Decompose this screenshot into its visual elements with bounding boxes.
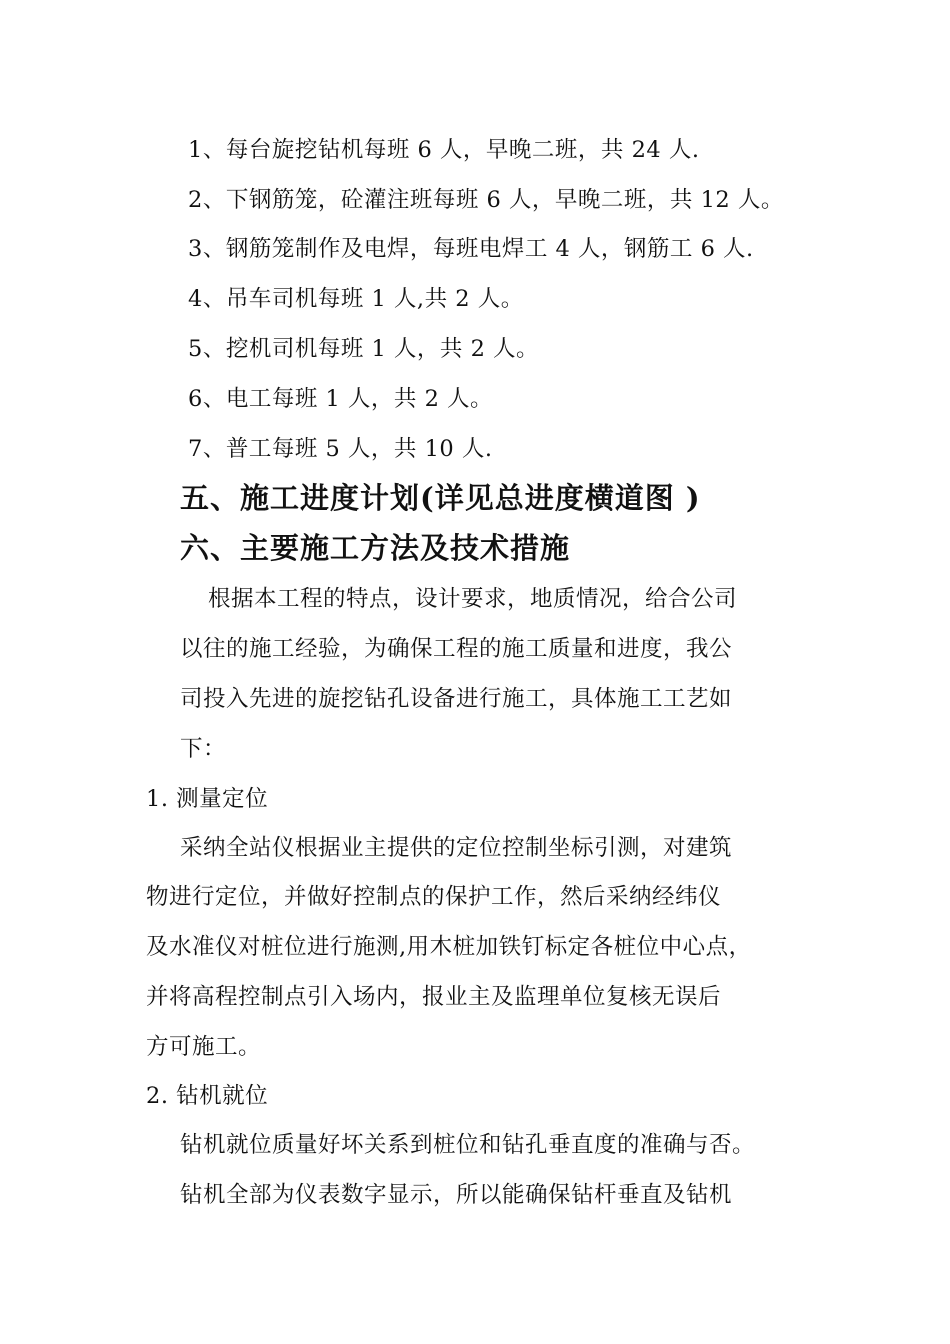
section-heading-6: 六、主要施工方法及技术措施 — [180, 531, 571, 565]
section-2-title: 2. 钻机就位 — [146, 1083, 269, 1109]
section-1-line-3: 及水准仪对桩位进行施测,用木桩加铁钉标定各桩位中心点， — [146, 934, 752, 960]
section-1-line-4: 并将高程控制点引入场内，报业主及监理单位复核无误后 — [146, 984, 722, 1010]
staff-item-7: 7、普工每班 5 人，共 10 人. — [188, 436, 493, 462]
staff-item-6: 6、电工每班 1 人，共 2 人。 — [188, 386, 494, 412]
staff-item-4: 4、吊车司机每班 1 人,共 2 人。 — [188, 286, 524, 312]
staff-item-3: 3、钢筋笼制作及电焊，每班电焊工 4 人，钢筋工 6 人. — [188, 236, 754, 262]
intro-line-3: 司投入先进的旋挖钻孔设备进行施工，具体施工工艺如 — [180, 686, 733, 712]
intro-line-1: 根据本工程的特点，设计要求，地质情况，给合公司 — [208, 586, 738, 612]
section-2-line-1: 钻机就位质量好坏关系到桩位和钻孔垂直度的准确与否。 — [180, 1132, 756, 1158]
intro-line-2: 以往的施工经验，为确保工程的施工质量和进度，我公 — [180, 636, 733, 662]
staff-item-2: 2、下钢筋笼，砼灌注班每班 6 人，早晚二班，共 12 人。 — [188, 187, 784, 213]
staff-item-1: 1、每台旋挖钻机每班 6 人，早晚二班，共 24 人. — [188, 137, 700, 163]
section-2-line-2: 钻机全部为仪表数字显示，所以能确保钻杆垂直及钻机 — [180, 1182, 733, 1208]
section-1-line-2: 物进行定位，并做好控制点的保护工作，然后采纳经纬仪 — [146, 884, 722, 910]
intro-line-4: 下： — [180, 736, 227, 762]
section-1-line-5: 方可施工。 — [146, 1034, 262, 1060]
staff-item-5: 5、挖机司机每班 1 人，共 2 人。 — [188, 336, 540, 362]
section-heading-5: 五、施工进度计划(详见总进度横道图 ) — [180, 481, 701, 515]
section-1-line-1: 采纳全站仪根据业主提供的定位控制坐标引测，对建筑 — [180, 835, 733, 861]
section-1-title: 1. 测量定位 — [146, 786, 269, 812]
